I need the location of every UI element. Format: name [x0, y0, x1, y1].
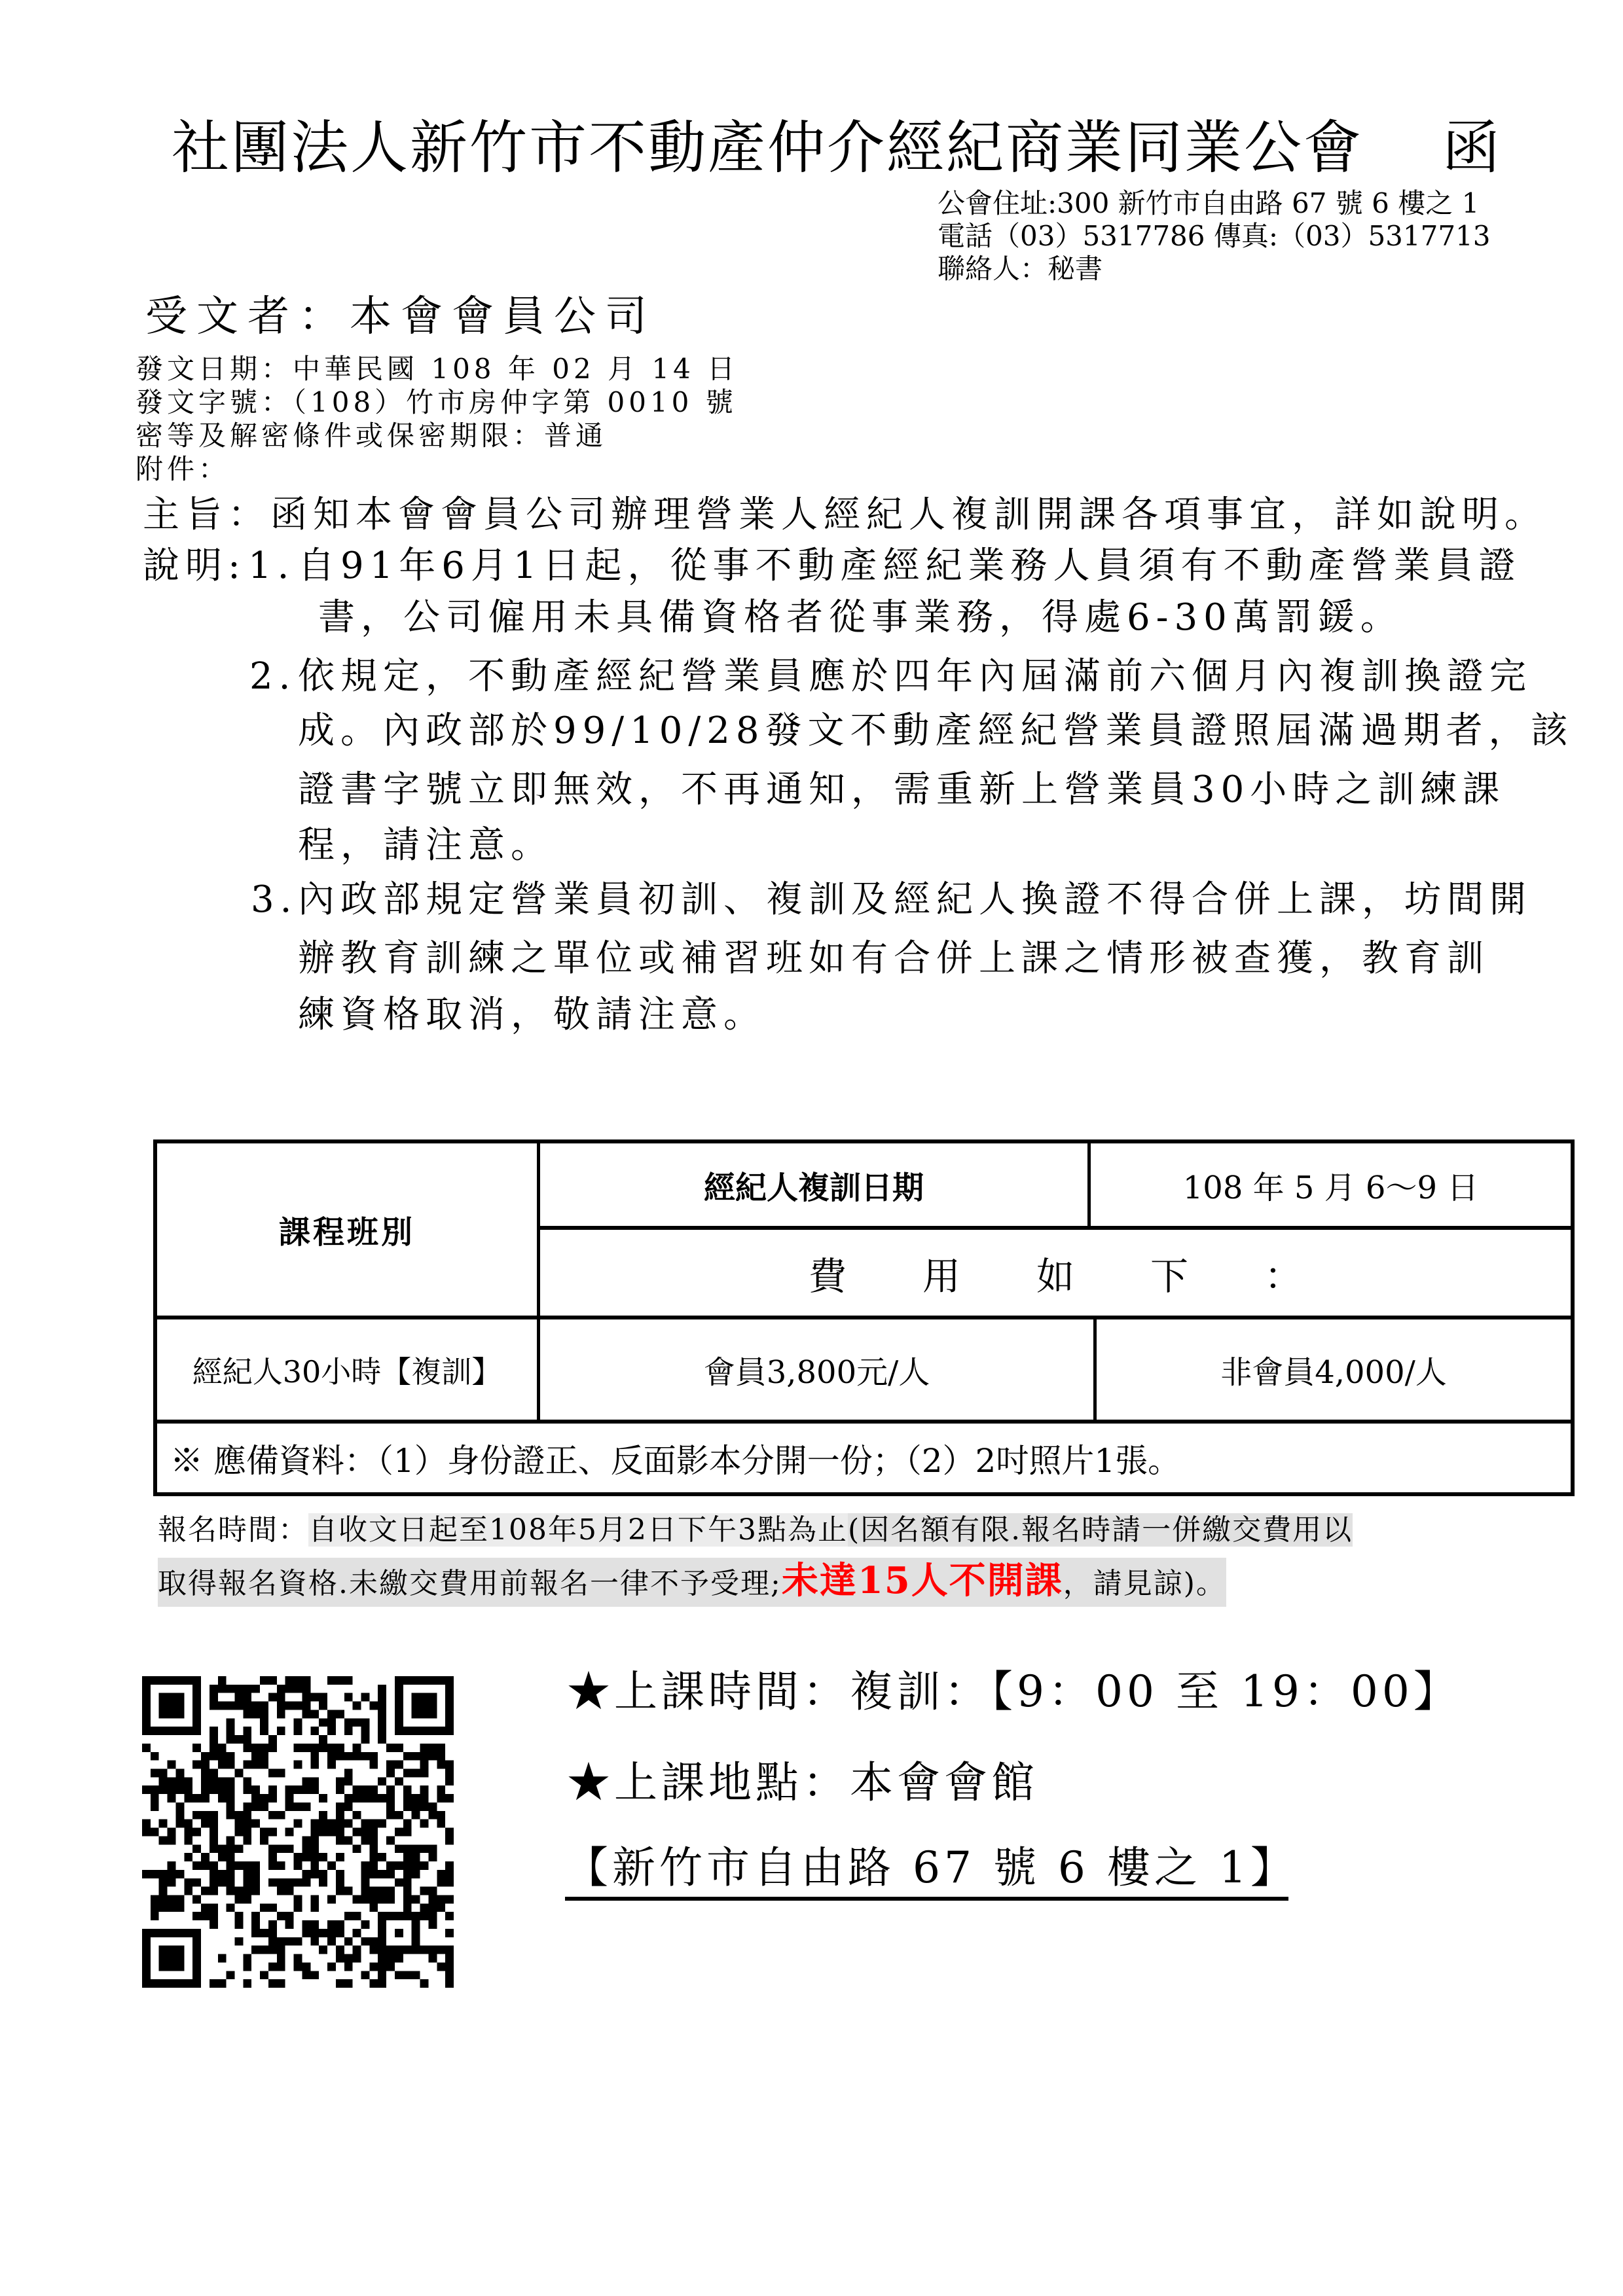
- qr-code-icon[interactable]: [142, 1676, 454, 1988]
- registration-note: (因名額有限.報名時請一併繳交費用以: [847, 1513, 1353, 1547]
- explanation-item-1-num: 1.: [248, 545, 295, 587]
- contact-person: 聯絡人：秘書: [938, 253, 1103, 285]
- recipient: 受文者：本會會員公司: [145, 293, 656, 341]
- registration-note: 取得報名資格.未繳交費用前報名一律不予受理;: [158, 1567, 782, 1600]
- date-value-cell: [1091, 1143, 1571, 1226]
- class-address: 【新竹市自由路 67 號 6 樓之 1】: [565, 1842, 1288, 1901]
- issue-date: 發文日期：中華民國 108 年 02 月 14 日: [136, 353, 739, 385]
- explanation-item-1-line: 自91年6月1日起，從事不動產經紀業務人員須有不動產營業員證: [298, 545, 1522, 587]
- class-header-cell: [157, 1143, 537, 1316]
- member-fee: 會員3,800元/人: [703, 1354, 930, 1391]
- course-table: [153, 1139, 1575, 1496]
- document-meta: [136, 352, 739, 486]
- required-docs: ※ 應備資料：（1）身份證正、反面影本分開一份；（2）2吋照片1張。: [170, 1441, 1181, 1480]
- explanation-item-3-num: 3.: [251, 878, 298, 921]
- document-number: 發文字號：（108）竹市房仲字第 0010 號: [136, 386, 737, 418]
- course-name: 經紀人30小時【複訓】: [192, 1354, 502, 1390]
- date-label: 經紀人複訓日期: [703, 1169, 924, 1206]
- fee-header-cell: [540, 1230, 1571, 1316]
- explanation-label: 說明:: [143, 545, 246, 587]
- course-name-cell: [157, 1319, 537, 1420]
- document-type: 函: [1442, 114, 1501, 181]
- subject-line: 主旨：函知本會會員公司辦理營業人經紀人複訓開課各項事宜，詳如說明。: [143, 493, 1547, 536]
- explanation-item-2-line: 程，請注意。: [298, 824, 553, 867]
- registration-label: 報名時間：: [158, 1513, 308, 1547]
- member-fee-cell: [540, 1319, 1093, 1420]
- explanation-item-1-line: 書，公司僱用未具備資格者從事業務，得處6-30萬罰鍰。: [318, 596, 1403, 639]
- registration-line-2: [158, 1558, 1226, 1607]
- phone-fax: 電話（03）5317786 傳真:（03）5317713: [938, 220, 1491, 252]
- association-address: 公會住址:300 新竹市自由路 67 號 6 樓之 1: [938, 187, 1480, 219]
- contact-block: [938, 187, 1491, 285]
- date-value: 108 年 5 月 6～9 日: [1182, 1169, 1479, 1206]
- required-docs-cell: [157, 1424, 1571, 1492]
- registration-period: 自收文日起至108年5月2日下午3點為止: [308, 1513, 848, 1547]
- date-label-cell: [540, 1143, 1087, 1226]
- explanation-item-2-line: 證書字號立即無效，不再通知，需重新上營業員30小時之訓練課: [298, 768, 1506, 811]
- attachments: 附件：: [136, 453, 230, 485]
- fee-header: 費 用 如 下 ：: [808, 1253, 1302, 1299]
- explanation-item-2-line: 成。內政部於99/10/28發文不動產經紀營業員證照屆滿過期者，該: [298, 709, 1574, 752]
- class-location: ★上課地點：本會會館: [567, 1757, 1038, 1808]
- class-header: 課程班別: [278, 1214, 415, 1251]
- class-time: ★上課時間：複訓：【9：00 至 19：00】: [567, 1666, 1461, 1717]
- explanation-item-3-line: 辦教育訓練之單位或補習班如有合併上課之情形被查獲，教育訓: [298, 937, 1489, 980]
- classification: 密等及解密條件或保密期限：普通: [136, 420, 608, 452]
- explanation-item-3-line: 練資格取消，敬請注意。: [298, 994, 766, 1036]
- registration-line-1: [158, 1507, 1353, 1553]
- minimum-enrollment-warning: 未達15人不開課: [781, 1559, 1063, 1602]
- organization-title: 社團法人新竹市不動產仲介經紀商業同業公會: [172, 114, 1364, 181]
- explanation-item-2-line: 依規定，不動產經紀營業員應於四年內屆滿前六個月內複訓換證完: [298, 655, 1532, 698]
- registration-note-end: ，請見諒)。: [1063, 1567, 1226, 1600]
- nonmember-fee-cell: [1097, 1319, 1571, 1420]
- explanation-item-3-line: 內政部規定營業員初訓、複訓及經紀人換證不得合併上課，坊間開: [298, 878, 1532, 921]
- nonmember-fee: 非會員4,000/人: [1220, 1354, 1447, 1391]
- explanation-item-2-num: 2.: [249, 655, 297, 698]
